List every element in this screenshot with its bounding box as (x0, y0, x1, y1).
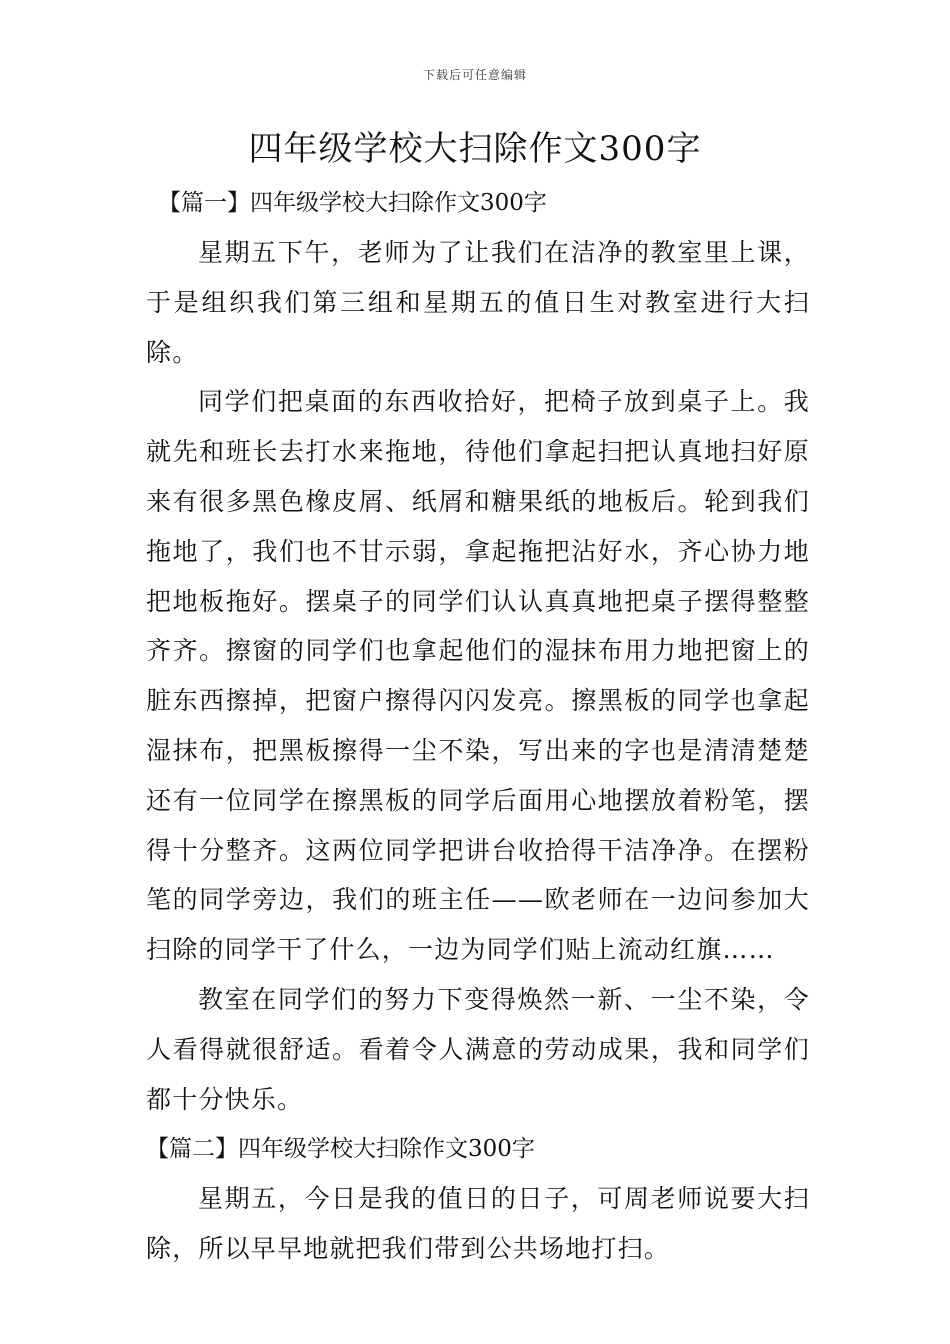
document-body (146, 178, 810, 1274)
paragraph: 教室在同学们的努力下变得焕然一新、一尘不染，令人看得就很舒适。看着令人满意的劳动成果，我和同学们都十分快乐。 (146, 984, 810, 1114)
paragraph: 星期五，今日是我的值日的日子，可周老师说要大扫除，所以早早地就把我们带到公共场地打扫。 (146, 1184, 810, 1264)
paragraph: 同学们把桌面的东西收拾好，把椅子放到桌子上。我就先和班长去打水来拖地，待他们拿起扫把认真地扫好原来有很多黑色橡皮屑、纸屑和糖果纸的地板后。轮到我们拖地了，我们也不甘示弱，拿起拖把沾好水，齐心协力地把地板拖好。摆桌子的同学们认认真真地把桌子摆得整整齐齐。擦窗的同学们也拿起他们的湿抹布用力地把窗上的脏东西擦掉，把窗户擦得闪闪发亮。擦黑板的同学也拿起湿抹布，把黑板擦得一尘不染，写出来的字也是清清楚楚还有一位同学在擦黑板的同学后面用心地摆放着粉笔，摆得十分整齐。这两位同学把讲台收拾得干洁净净。在摆粉笔的同学旁边，我们的班主任——欧老师在一边问参加大扫除的同学干了什么，一边为同学们贴上流动红旗…… (146, 387, 810, 965)
section-one (146, 178, 810, 1124)
header-note: 下载后可任意编辑 (422, 68, 527, 82)
paragraph: 星期五下午，老师为了让我们在洁净的教室里上课，于是组织我们第三组和星期五的值日生对教室进行大扫除。 (146, 238, 810, 367)
document-title: 四年级学校大扫除作文300字 (248, 129, 702, 169)
section-heading: 【篇二】四年级学校大扫除作文300字 (146, 1136, 535, 1163)
section-two (146, 1124, 810, 1274)
section-heading: 【篇一】四年级学校大扫除作文300字 (158, 190, 547, 216)
